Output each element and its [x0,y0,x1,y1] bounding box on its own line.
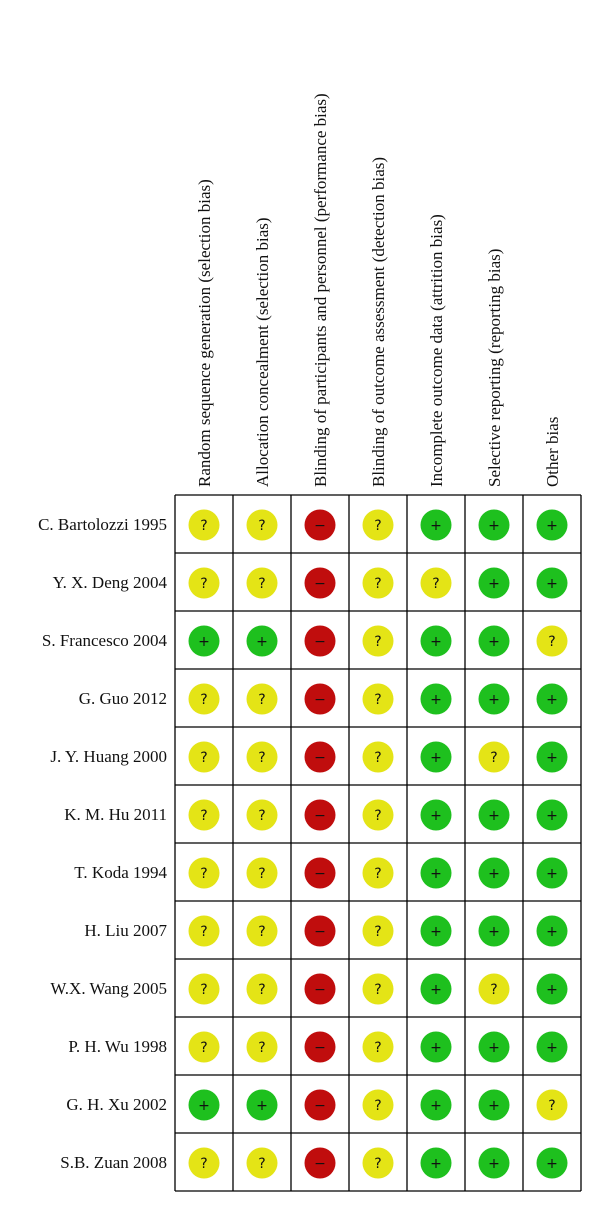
unclear-risk-symbol: ? [258,1040,266,1056]
study-label: G. H. Xu 2002 [66,1095,167,1114]
low-risk-symbol: + [430,982,442,998]
column-header: Incomplete outcome data (attrition bias) [427,214,446,487]
judgement-mark-unclear [247,974,278,1005]
low-risk-symbol: + [546,808,558,824]
unclear-risk-symbol: ? [374,924,382,940]
judgement-mark-low [479,858,510,889]
judgement-mark-low [479,684,510,715]
judgement-mark-low [189,626,220,657]
unclear-risk-symbol: ? [374,866,382,882]
study-label: S. Francesco 2004 [41,631,167,650]
judgement-mark-unclear [247,800,278,831]
high-risk-symbol: − [314,808,326,824]
unclear-risk-symbol: ? [200,982,208,998]
judgement-mark-unclear [247,1148,278,1179]
judgement-mark-low [421,974,452,1005]
unclear-risk-symbol: ? [200,750,208,766]
unclear-risk-symbol: ? [258,750,266,766]
judgement-mark-unclear [363,626,394,657]
judgement-mark-low [479,626,510,657]
unclear-risk-symbol: ? [258,692,266,708]
judgement-mark-unclear [363,858,394,889]
unclear-risk-symbol: ? [374,750,382,766]
unclear-risk-symbol: ? [258,576,266,592]
judgement-mark-high [305,684,336,715]
unclear-risk-symbol: ? [200,518,208,534]
judgement-mark-high [305,510,336,541]
low-risk-symbol: + [256,1098,268,1114]
judgement-mark-low [421,916,452,947]
judgement-mark-low [189,1090,220,1121]
unclear-risk-symbol: ? [548,1098,556,1114]
low-risk-symbol: + [546,518,558,534]
judgement-mark-low [537,1148,568,1179]
high-risk-symbol: − [314,924,326,940]
high-risk-symbol: − [314,1156,326,1172]
low-risk-symbol: + [546,1156,558,1172]
unclear-risk-symbol: ? [258,866,266,882]
judgement-mark-low [479,800,510,831]
judgement-mark-unclear [479,974,510,1005]
judgement-mark-low [537,742,568,773]
judgement-mark-low [537,568,568,599]
judgement-mark-unclear [189,568,220,599]
judgement-mark-unclear [247,684,278,715]
low-risk-symbol: + [488,1098,500,1114]
grid-layer [175,495,581,1191]
judgement-mark-unclear [363,568,394,599]
judgement-mark-unclear [189,1032,220,1063]
judgement-mark-unclear [247,858,278,889]
judgement-mark-low [537,916,568,947]
low-risk-symbol: + [430,1098,442,1114]
judgement-mark-low [421,626,452,657]
high-risk-symbol: − [314,750,326,766]
unclear-risk-symbol: ? [374,518,382,534]
judgement-mark-unclear [363,742,394,773]
judgement-mark-unclear [537,626,568,657]
judgement-mark-low [537,974,568,1005]
study-label: W.X. Wang 2005 [50,979,167,998]
unclear-risk-symbol: ? [258,808,266,824]
column-header: Blinding of outcome assessment (detection bias) [369,156,388,487]
unclear-risk-symbol: ? [200,1040,208,1056]
unclear-risk-symbol: ? [258,518,266,534]
judgement-mark-unclear [421,568,452,599]
low-risk-symbol: + [546,982,558,998]
low-risk-symbol: + [256,634,268,650]
low-risk-symbol: + [546,750,558,766]
study-label: H. Liu 2007 [84,921,167,940]
judgement-mark-unclear [363,510,394,541]
judgement-mark-unclear [189,858,220,889]
low-risk-symbol: + [488,1040,500,1056]
judgement-mark-high [305,742,336,773]
low-risk-symbol: + [546,924,558,940]
unclear-risk-symbol: ? [374,808,382,824]
judgement-mark-unclear [189,916,220,947]
low-risk-symbol: + [488,692,500,708]
high-risk-symbol: − [314,982,326,998]
judgement-mark-low [421,1090,452,1121]
study-label: G. Guo 2012 [78,689,167,708]
column-header: Selective reporting (reporting bias) [485,248,504,487]
unclear-risk-symbol: ? [432,576,440,592]
unclear-risk-symbol: ? [374,1098,382,1114]
judgement-mark-high [305,626,336,657]
unclear-risk-symbol: ? [258,1156,266,1172]
judgement-mark-low [421,684,452,715]
column-header: Random sequence generation (selection bias) [195,179,214,487]
judgement-mark-unclear [189,1148,220,1179]
low-risk-symbol: + [488,808,500,824]
low-risk-symbol: + [430,924,442,940]
unclear-risk-symbol: ? [374,982,382,998]
study-label: P. H. Wu 1998 [68,1037,167,1056]
high-risk-symbol: − [314,518,326,534]
low-risk-symbol: + [430,1156,442,1172]
judgement-mark-low [537,1032,568,1063]
judgement-mark-unclear [247,568,278,599]
judgement-mark-unclear [189,800,220,831]
low-risk-symbol: + [198,634,210,650]
unclear-risk-symbol: ? [258,982,266,998]
study-label: K. M. Hu 2011 [64,805,167,824]
high-risk-symbol: − [314,692,326,708]
judgement-mark-low [479,916,510,947]
judgement-mark-high [305,916,336,947]
judgement-mark-unclear [363,974,394,1005]
study-label: J. Y. Huang 2000 [50,747,167,766]
low-risk-symbol: + [546,692,558,708]
high-risk-symbol: − [314,576,326,592]
unclear-risk-symbol: ? [200,808,208,824]
judgement-mark-unclear [363,1032,394,1063]
judgement-mark-unclear [363,1148,394,1179]
judgement-mark-low [247,626,278,657]
judgement-marks [189,510,568,1179]
low-risk-symbol: + [430,866,442,882]
judgement-mark-high [305,858,336,889]
unclear-risk-symbol: ? [200,866,208,882]
judgement-mark-low [537,684,568,715]
judgement-mark-unclear [247,916,278,947]
judgement-mark-unclear [363,684,394,715]
low-risk-symbol: + [430,692,442,708]
study-labels [38,515,167,1172]
unclear-risk-symbol: ? [200,576,208,592]
low-risk-symbol: + [430,634,442,650]
judgement-mark-high [305,800,336,831]
judgement-mark-low [421,1148,452,1179]
judgement-mark-unclear [363,1090,394,1121]
judgement-mark-high [305,1032,336,1063]
low-risk-symbol: + [488,576,500,592]
unclear-risk-symbol: ? [374,1156,382,1172]
low-risk-symbol: + [488,634,500,650]
judgement-mark-high [305,1148,336,1179]
column-headers [195,93,562,487]
judgement-mark-low [537,858,568,889]
unclear-risk-symbol: ? [374,634,382,650]
judgement-mark-unclear [363,800,394,831]
unclear-risk-symbol: ? [258,924,266,940]
judgement-mark-high [305,1090,336,1121]
judgement-mark-unclear [189,742,220,773]
unclear-risk-symbol: ? [200,1156,208,1172]
judgement-mark-low [479,510,510,541]
judgement-mark-low [479,1090,510,1121]
judgement-mark-unclear [247,1032,278,1063]
judgement-mark-low [537,800,568,831]
low-risk-symbol: + [488,518,500,534]
judgement-mark-high [305,974,336,1005]
judgement-mark-low [479,1148,510,1179]
high-risk-symbol: − [314,1098,326,1114]
judgement-mark-low [247,1090,278,1121]
low-risk-symbol: + [430,750,442,766]
unclear-risk-symbol: ? [200,692,208,708]
low-risk-symbol: + [546,866,558,882]
unclear-risk-symbol: ? [490,750,498,766]
unclear-risk-symbol: ? [200,924,208,940]
judgement-mark-low [421,742,452,773]
study-label: S.B. Zuan 2008 [60,1153,167,1172]
judgement-mark-unclear [189,684,220,715]
judgement-mark-low [421,510,452,541]
unclear-risk-symbol: ? [548,634,556,650]
study-label: Y. X. Deng 2004 [52,573,167,592]
study-label: T. Koda 1994 [74,863,167,882]
low-risk-symbol: + [488,1156,500,1172]
judgement-mark-low [537,510,568,541]
judgement-mark-unclear [479,742,510,773]
unclear-risk-symbol: ? [374,576,382,592]
judgement-mark-low [479,1032,510,1063]
low-risk-symbol: + [546,1040,558,1056]
unclear-risk-symbol: ? [374,692,382,708]
judgement-mark-unclear [363,916,394,947]
judgement-mark-low [421,858,452,889]
low-risk-symbol: + [430,808,442,824]
judgement-mark-unclear [189,510,220,541]
low-risk-symbol: + [488,924,500,940]
high-risk-symbol: − [314,866,326,882]
judgement-mark-unclear [189,974,220,1005]
judgement-mark-unclear [537,1090,568,1121]
column-header: Other bias [543,416,562,487]
low-risk-symbol: + [198,1098,210,1114]
judgement-mark-unclear [247,742,278,773]
low-risk-symbol: + [430,1040,442,1056]
high-risk-symbol: − [314,634,326,650]
judgement-mark-low [479,568,510,599]
judgement-mark-unclear [247,510,278,541]
judgement-mark-low [421,1032,452,1063]
column-header: Allocation concealment (selection bias) [253,217,272,487]
unclear-risk-symbol: ? [374,1040,382,1056]
low-risk-symbol: + [488,866,500,882]
judgement-mark-low [421,800,452,831]
column-header: Blinding of participants and personnel (performance bias) [311,93,330,487]
judgement-mark-high [305,568,336,599]
unclear-risk-symbol: ? [490,982,498,998]
study-label: C. Bartolozzi 1995 [38,515,167,534]
low-risk-symbol: + [546,576,558,592]
high-risk-symbol: − [314,1040,326,1056]
low-risk-symbol: + [430,518,442,534]
